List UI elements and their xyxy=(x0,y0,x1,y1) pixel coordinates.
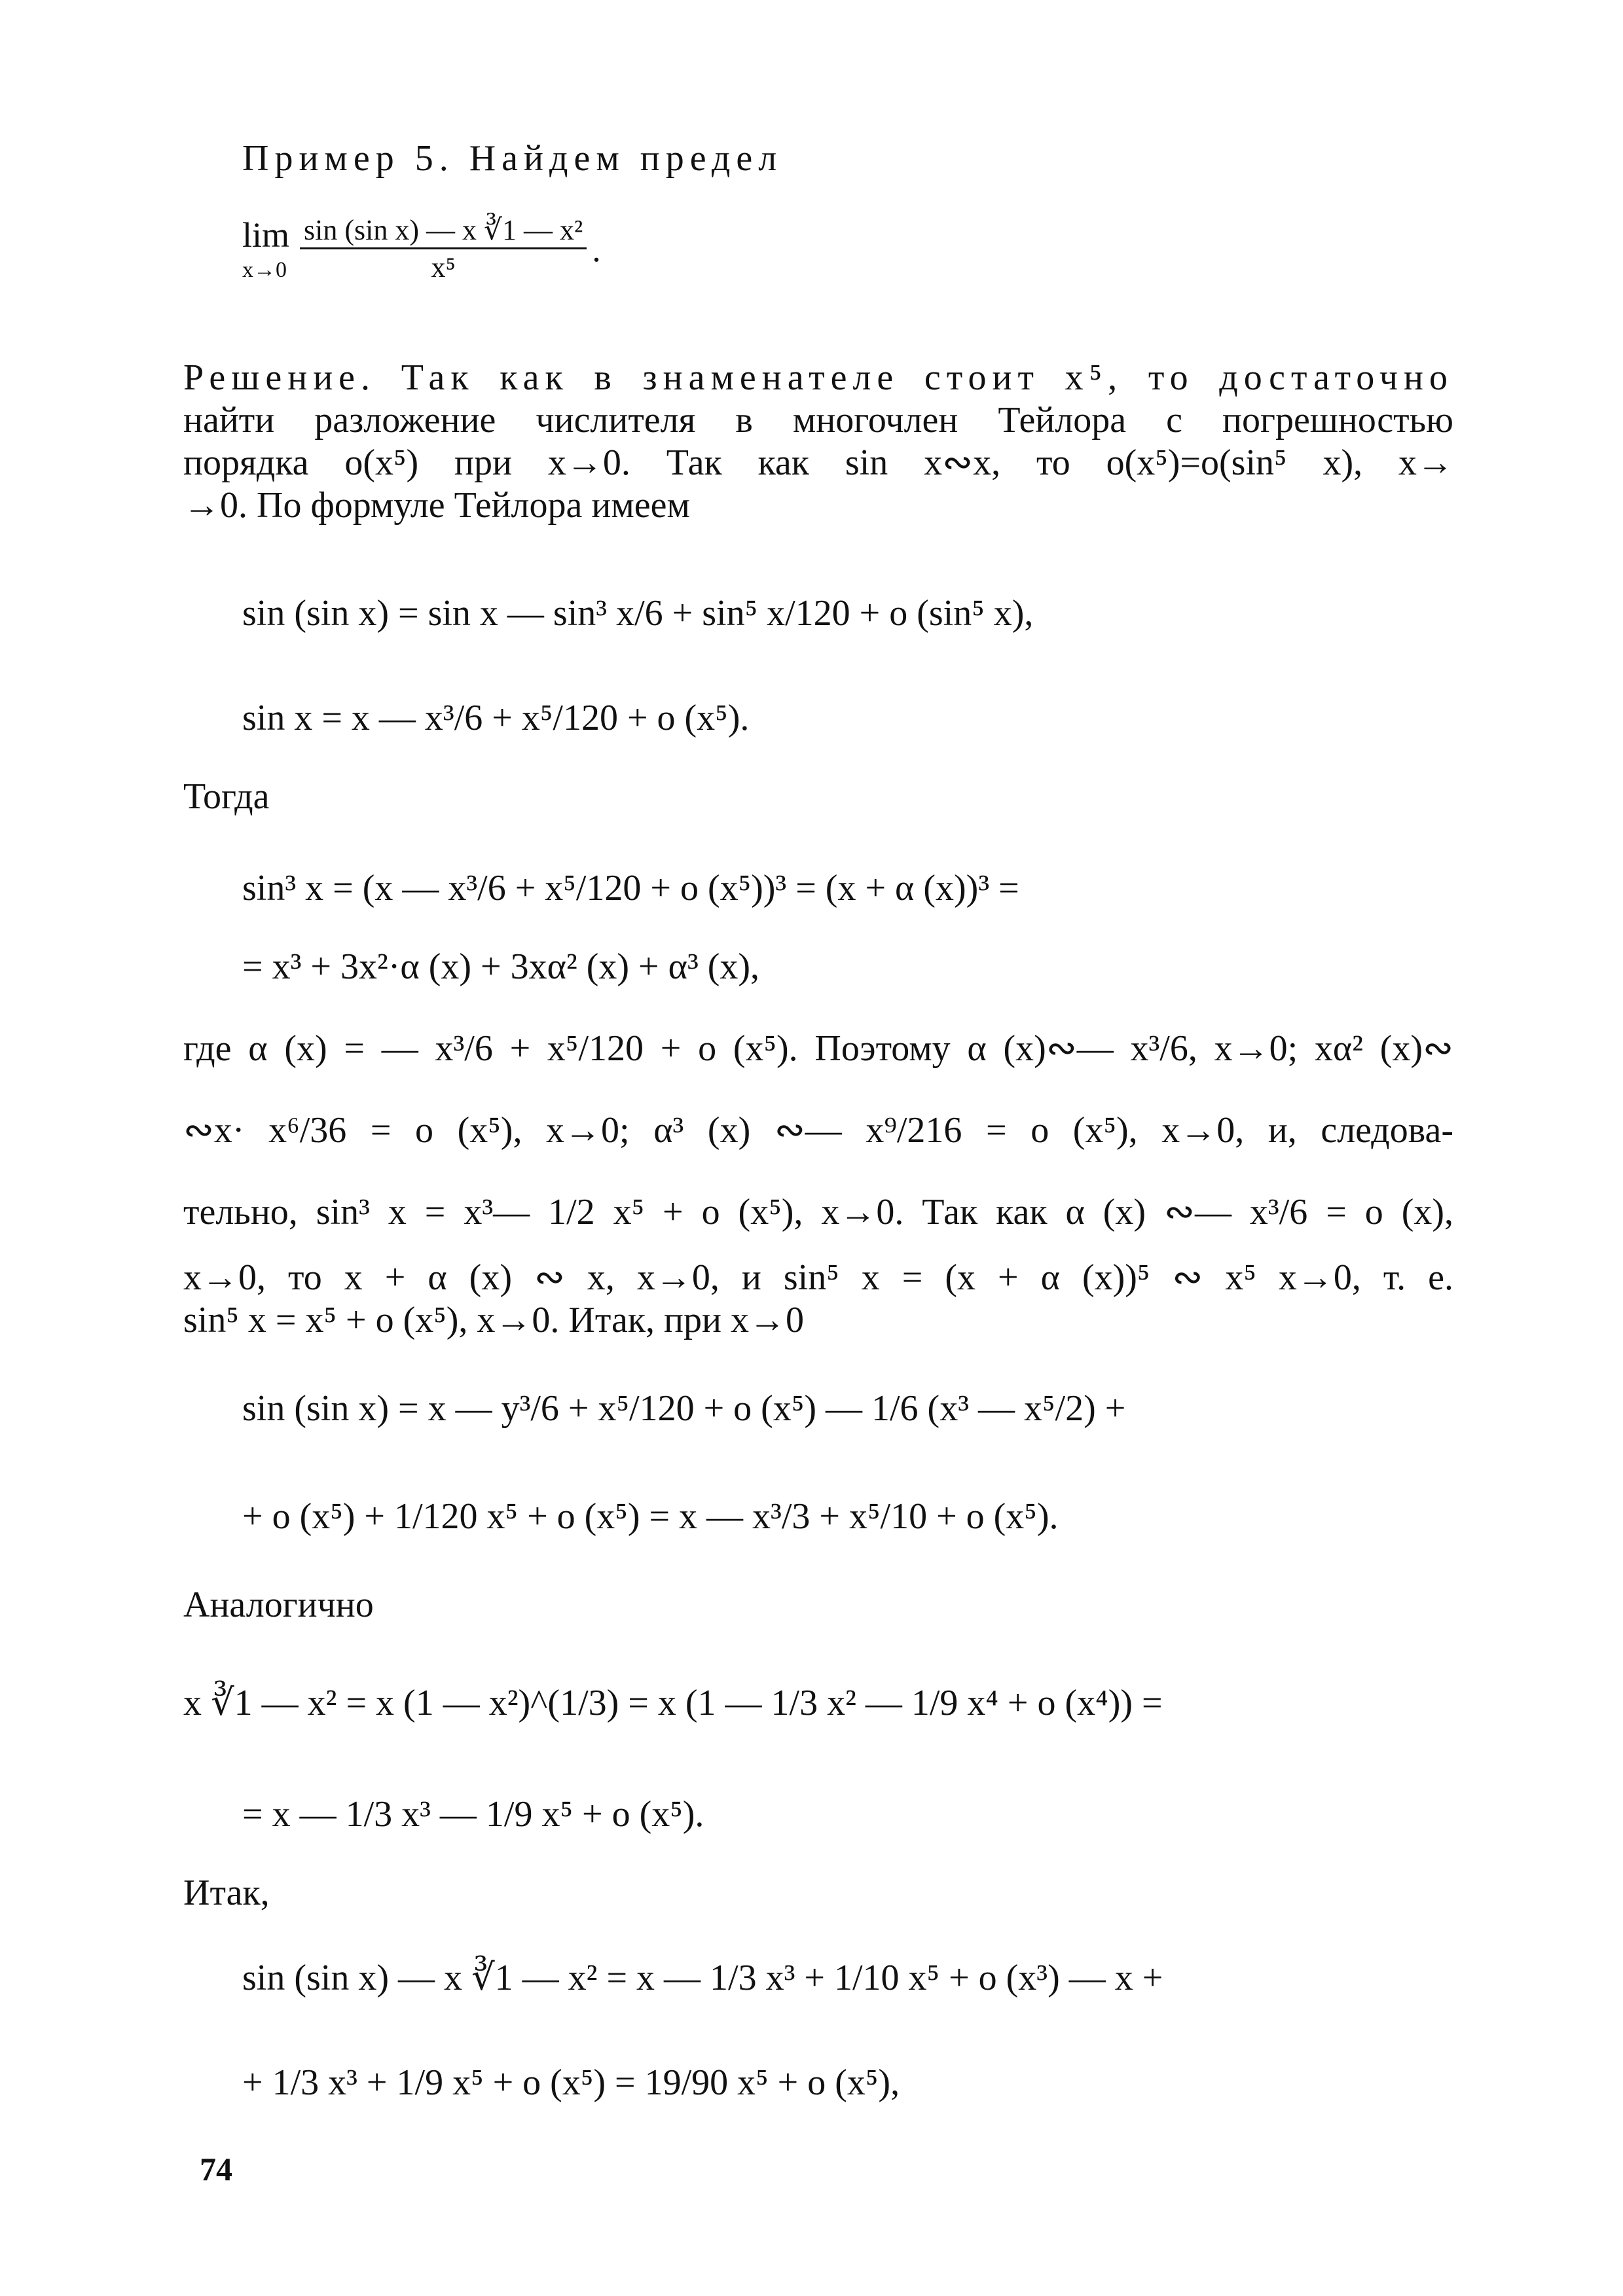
text-line-5: где α (x) = — x³/6 + x⁵/120 + o (x⁵). Поэтому α (x)∾— x³/6, x→0; xα² (x)∾ xyxy=(183,1028,1453,1069)
text-line-6: ∾x· x⁶/36 = o (x⁵), x→0; α³ (x) ∾— x⁹/216 = o (x⁵), x→0, и, следова- xyxy=(183,1110,1453,1151)
solution-line-3: порядка o(x⁵) при x→0. Так как sin x∾x, то o(x⁵)=o(sin⁵ x), x→ xyxy=(183,442,1453,483)
word-itak: Итак, xyxy=(183,1873,270,1913)
page-number: 74 xyxy=(200,2151,232,2187)
limit-fraction xyxy=(300,216,587,282)
equation-10: + 1/3 x³ + 1/9 x⁵ + o (x⁵) = 19/90 x⁵ + o (x⁵), xyxy=(242,2062,900,2103)
equation-9: sin (sin x) — x ∛1 — x² = x — 1/3 x³ + 1/10 x⁵ + o (x³) — x + xyxy=(242,1958,1163,1998)
text-line-9: sin⁵ x = x⁵ + o (x⁵), x→0. Итак, при x→0 xyxy=(183,1300,804,1340)
word-analogichno: Аналогично xyxy=(183,1585,374,1625)
equation-5: sin (sin x) = x — y³/6 + x⁵/120 + o (x⁵) — 1/6 (x³ — x⁵/2) + xyxy=(242,1388,1126,1429)
lim-label: lim xyxy=(242,215,290,255)
lim-subscript: x→0 xyxy=(242,257,287,282)
text-line-7: тельно, sin³ x = x³— 1/2 x⁵ + o (x⁵), x→0. Так как α (x) ∾— x³/6 = o (x), xyxy=(183,1192,1453,1232)
equation-2: sin x = x — x³/6 + x⁵/120 + o (x⁵). xyxy=(242,698,750,738)
example-title: Пример 5. Найдем предел xyxy=(242,138,783,179)
equation-8: = x — 1/3 x³ — 1/9 x⁵ + o (x⁵). xyxy=(242,1794,704,1835)
solution-line-2: найти разложение числителя в многочлен Тейлора с погрешностью xyxy=(183,400,1453,440)
equation-7: x ∛1 — x² = x (1 — x²)^(1/3) = x (1 — 1/3 x² — 1/9 x⁴ + o (x⁴)) = xyxy=(183,1683,1163,1723)
solution-line-1: Решение. Так как в знаменателе стоит x⁵, то достаточно xyxy=(183,357,1453,398)
text-line-8: x→0, то x + α (x) ∾ x, x→0, и sin⁵ x = (x + α (x))⁵ ∾ x⁵ x→0, т. е. xyxy=(183,1257,1453,1298)
solution-line-4: →0. По формуле Тейлора имеем xyxy=(183,485,690,526)
limit-operator xyxy=(242,217,289,281)
equation-3: sin³ x = (x — x³/6 + x⁵/120 + o (x⁵))³ = (x + α (x))³ = xyxy=(242,868,1019,908)
limit-denominator: x⁵ xyxy=(431,251,456,283)
limit-numerator: sin (sin x) — x ∛1 — x² xyxy=(300,216,587,249)
limit-period: . xyxy=(592,229,601,269)
equation-1: sin (sin x) = sin x — sin³ x/6 + sin⁵ x/120 + o (sin⁵ x), xyxy=(242,593,1034,634)
limit-expression xyxy=(242,216,601,282)
equation-6: + o (x⁵) + 1/120 x⁵ + o (x⁵) = x — x³/3 + x⁵/10 + o (x⁵). xyxy=(242,1496,1059,1537)
word-togda: Тогда xyxy=(183,776,270,817)
equation-4: = x³ + 3x²·α (x) + 3xα² (x) + α³ (x), xyxy=(242,946,760,987)
